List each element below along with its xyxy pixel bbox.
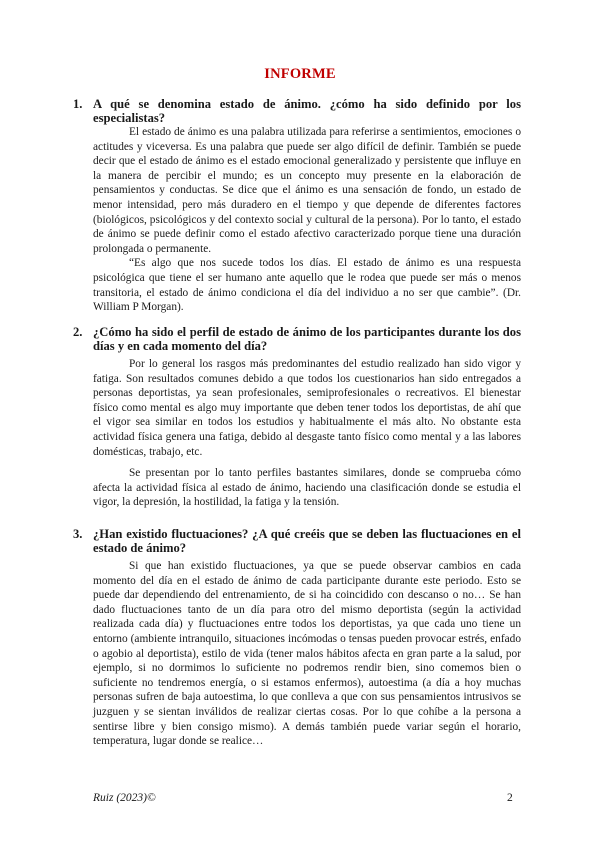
section-2-body	[93, 357, 521, 510]
section-heading-text: ¿Cómo ha sido el perfil de estado de ánimo de los participantes durante los dos días y en cada momento del día?	[93, 325, 521, 353]
paragraph: Por lo general los rasgos más predominantes del estudio realizado han sido vigor y fatiga. Son resultados comunes debido a que todos los cuestionarios han sido entregados a personas deportistas, ya sean profesionales, semiprofesionales o recreativos. El bienestar físico como mental es algo muy importante que deben tener todos los deportistas, de ahí que el vigor sea similar en todos los estudios y habitualmente el más alto. No obstante esta actividad física genera una fatiga, debido al desgaste tanto físico como mental y a las labores domésticas, trabajo, etc.	[93, 358, 521, 458]
paragraph: Se presentan por lo tanto perfiles bastantes similares, donde se comprueba cómo afecta la actividad física al estado de ánimo, haciendo una clasificación donde se estudia el vigor, la depresión, la hostilidad, la fatiga y la tensión.	[93, 467, 521, 509]
section-number: 1.	[73, 97, 83, 111]
section-2-heading	[73, 325, 521, 353]
document-title: INFORME	[264, 66, 336, 82]
section-1-body	[93, 125, 521, 315]
quote-paragraph: “Es algo que nos sucede todos los días. El estado de ánimo es una respuesta psicológica que tiene el ser humano ante aquello que le rodea que puede ser más o menos transitoria, el estado de ánimo condiciona el día del individuo a no ser que cambie”. (Dr. William P Morgan).	[93, 257, 521, 314]
paragraph: El estado de ánimo es una palabra utilizada para referirse a sentimientos, emociones o actitudes y viceversa. Es una palabra que puede ser algo difícil de definir. También se puede decir que el estado de ánimo es el estado emocional generalizado y persistente que influye en la manera de percibir el mundo; es un concepto muy presente en la elaboración de pensamientos y conductas. Se dice que el ánimo es una sensación de fondo, un estado de menor intensidad, pero más duradero en el tiempo y que depende de diferentes factores (biológicos, psicológicos y del contexto social y cultural de la persona). Por lo tanto, el estado de ánimo se puede definir como el estado afectivo caracterizado porque tiene una duración prolongada o permanente.	[93, 126, 521, 255]
page-number: 2	[507, 792, 513, 804]
section-number: 2.	[73, 325, 83, 339]
section-1-heading	[73, 97, 521, 125]
section-3-body	[93, 559, 521, 749]
section-heading-text: ¿Han existido fluctuaciones? ¿A qué creéis que se deben las fluctuaciones en el estado de ánimo?	[93, 527, 521, 555]
section-3-heading	[73, 527, 521, 555]
section-heading-text: A qué se denomina estado de ánimo. ¿cómo ha sido definido por los especialistas?	[93, 97, 521, 125]
paragraph: Si que han existido fluctuaciones, ya que se puede observar cambios en cada momento del día en el estado de ánimo de cada participante durante este periodo. Esto se puede dar dependiendo del entrenamiento, de si ha coincidido con descanso o no… Se han dado fluctuaciones tanto de un día para otro del mismo deportista (según la actividad realizada cada día) y fluctuaciones entre todos los deportistas, ya que cada uno tiene un entorno (ambiente intranquilo, situaciones incómodas o tensas pueden provocar estrés, enfado o agobio al deportista), estilo de vida (tener malos hábitos afecta en gran parte a la salud, por ejemplo, si no dormimos lo suficiente no podremos rendir bien, sino comemos bien o suficiente no tendremos energía, o si estamos enfermos), autoestima (a día a hoy muchas personas sufren de baja autoestima, lo que conlleva a que con sus pensamientos intrusivos se juzguen y se sientan inválidos de realizar ciertas cosas. Por lo que cohíbe a la persona a sentirse libre y bien consigo mismo). A demás también puede variar según el horario, temperatura, lugar donde se realice…	[93, 560, 521, 748]
footer-author: Ruiz (2023)©	[93, 792, 156, 804]
section-number: 3.	[73, 527, 83, 541]
